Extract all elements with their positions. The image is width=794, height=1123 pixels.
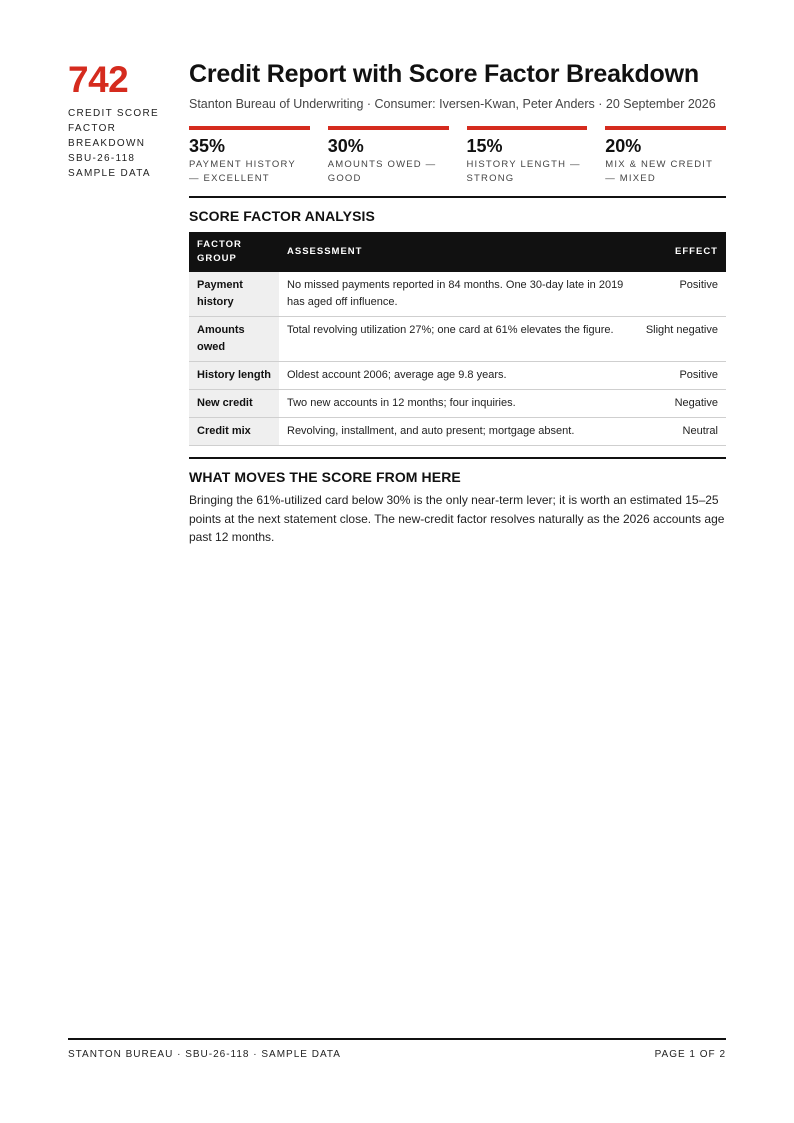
effect-cell: Positive [632,272,726,317]
page-subtitle: Stanton Bureau of Underwriting · Consumer: Iversen-Kwan, Peter Anders · 20 September 2026 [189,97,716,111]
factor-cell: Credit mix [189,418,279,446]
factor-cell: Payment history [189,272,279,317]
section-divider [189,457,726,459]
column-header-assessment: ASSESSMENT [279,232,632,272]
sidebar-line: FACTOR [68,123,117,134]
sidebar-line: CREDIT SCORE [68,108,159,119]
factor-cell: Amounts owed [189,317,279,362]
kpi-value: 30% [327,136,364,156]
kpi-label: MIX & NEW CREDIT — MIXED [605,159,713,184]
page-footer [68,1038,726,1060]
section-heading-outlook: WHAT MOVES THE SCORE FROM HERE [189,469,461,485]
kpi-label: PAYMENT HISTORY — EXCELLENT [189,159,296,184]
effect-cell: Negative [632,390,726,418]
footer-left-text: STANTON BUREAU · SBU-26-118 · SAMPLE DATA [68,1049,341,1060]
effect-cell: Positive [632,362,726,390]
factor-cell: History length [189,362,279,390]
credit-score-value: 742 [68,59,129,100]
table-row [189,362,726,390]
page-number: PAGE 1 OF 2 [654,1049,726,1060]
kpi-label: HISTORY LENGTH — STRONG [466,159,581,184]
kpi-value: 20% [605,136,642,156]
table-row [189,317,726,362]
table-row [189,272,726,317]
kpi-history-length [467,126,588,186]
factor-cell: New credit [189,390,279,418]
assessment-cell: No missed payments reported in 84 months. One 30-day late in 2019 has aged off influence. [279,272,632,317]
column-header-factor: FACTOR GROUP [189,232,279,272]
effect-cell: Neutral [632,418,726,446]
sidebar-line: SAMPLE DATA [68,168,151,179]
outlook-paragraph: Bringing the 61%-utilized card below 30% is the only near-term lever; it is worth an estimated 15–25 points at the next statement close. The new-credit factor resolves naturally as the 2026 accounts age past 12 months. [189,493,725,544]
kpi-payment-history [189,126,310,186]
table-header-row [189,232,726,272]
kpi-value: 15% [466,136,503,156]
section-heading-analysis: SCORE FACTOR ANALYSIS [189,208,375,224]
sidebar-line: BREAKDOWN [68,138,146,149]
main-content [189,60,726,547]
sidebar-line: SBU-26-118 [68,153,136,164]
kpi-mix-new-credit [605,126,726,186]
kpi-strip [189,126,726,186]
assessment-cell: Revolving, installment, and auto present; mortgage absent. [279,418,632,446]
table-row [189,390,726,418]
section-divider [189,196,726,198]
assessment-cell: Two new accounts in 12 months; four inquiries. [279,390,632,418]
column-header-effect: EFFECT [632,232,726,272]
assessment-cell: Total revolving utilization 27%; one card at 61% elevates the figure. [279,317,632,362]
page-title: Credit Report with Score Factor Breakdown [189,60,699,88]
sidebar [68,60,178,181]
assessment-cell: Oldest account 2006; average age 9.8 years. [279,362,632,390]
effect-cell: Slight negative [632,317,726,362]
score-factor-table [189,232,726,446]
kpi-amounts-owed [328,126,449,186]
sidebar-meta [68,106,178,181]
kpi-label: AMOUNTS OWED — GOOD [327,159,437,184]
table-row [189,418,726,446]
kpi-value: 35% [189,136,226,156]
